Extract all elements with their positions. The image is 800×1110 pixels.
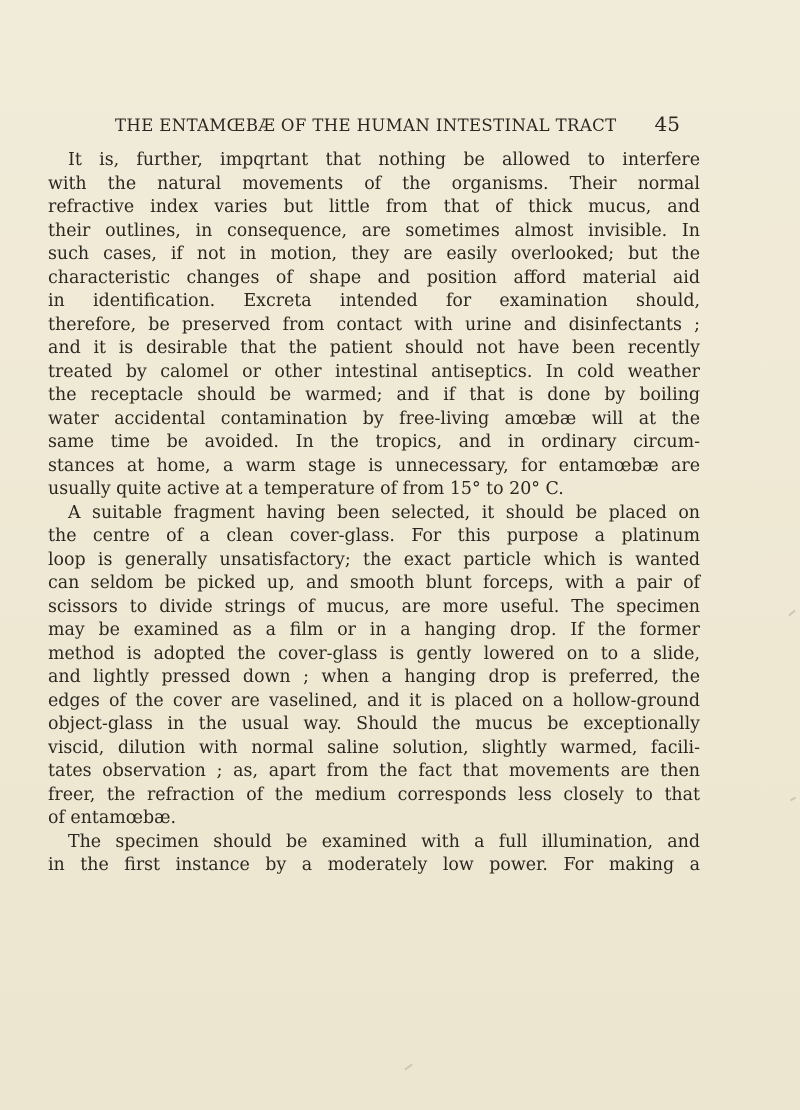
text-line: A suitable fragment having been selected, it should be placed on (68, 502, 700, 523)
text-line: the centre of a clean cover-glass. For this purpose a platinum (48, 526, 700, 546)
text-line: viscid, dilution with normal saline solution, slightly warmed, facili- (48, 737, 700, 758)
text-line: such cases, if not in motion, they are easily overlooked; but the (48, 244, 700, 264)
text-line: with the natural movements of the organisms. Their normal (48, 173, 700, 194)
text-line: The specimen should be examined with a full illumination, and (68, 831, 700, 852)
text-line: their outlines, in consequence, are sometimes almost invisible. In (48, 220, 700, 241)
page-number: 45 (654, 112, 680, 136)
text-line: edges of the cover are vaselined, and it is placed on a hollow-ground (48, 690, 700, 711)
text-line: scissors to divide strings of mucus, are more useful. The specimen (48, 596, 700, 617)
text-line: loop is generally unsatisfactory; the exact particle which is wanted (48, 549, 700, 570)
text-line: and lightly pressed down ; when a hanging drop is preferred, the (48, 667, 700, 687)
text-line: tates observation ; as, apart from the fact that movements are then (48, 761, 700, 781)
text-line: object-glass in the usual way. Should the mucus be exceptionally (48, 714, 700, 734)
text-line: usually quite active at a temperature of from 15° to 20° C. (48, 479, 564, 499)
text-line: method is adopted the cover-glass is gently lowered on to a slide, (48, 643, 700, 664)
text-line: treated by calomel or other intestinal antiseptics. In cold weather (48, 361, 700, 382)
paper-speck (790, 797, 796, 802)
paper-speck (788, 610, 795, 617)
text-line: It is, further, impqrtant that nothing be allowed to interfere (68, 150, 700, 170)
text-line: in the first instance by a moderately low power. For making a (48, 855, 700, 875)
paper-speck (404, 1064, 413, 1071)
text-line: characteristic changes of shape and position afford material aid (48, 267, 700, 288)
text-line: same time be avoided. In the tropics, and in ordinary circum- (48, 432, 700, 452)
text-line: the receptacle should be warmed; and if that is done by boiling (48, 385, 700, 405)
text-line: can seldom be picked up, and smooth blunt forceps, with a pair of (48, 573, 700, 593)
text-line: therefore, be preserved from contact with urine and disinfectants ; (48, 314, 700, 335)
text-line: refractive index varies but little from that of thick mucus, and (48, 197, 700, 217)
text-line: and it is desirable that the patient should not have been recently (48, 338, 700, 358)
text-line: stances at home, a warm stage is unnecessary, for entamœbæ are (48, 455, 700, 476)
text-line: water accidental contamination by free-living amœbæ will at the (48, 408, 700, 429)
body-text (48, 149, 700, 878)
text-line: of entamœbæ. (48, 808, 176, 828)
running-title: THE ENTAMŒBÆ OF THE HUMAN INTESTINAL TRACT (115, 116, 617, 135)
text-line: may be examined as a film or in a hanging drop. If the former (48, 620, 700, 640)
text-line: in identification. Excreta intended for examination should, (48, 291, 700, 311)
running-head (115, 112, 680, 136)
text-line: freer, the refraction of the medium corresponds less closely to that (48, 784, 700, 805)
